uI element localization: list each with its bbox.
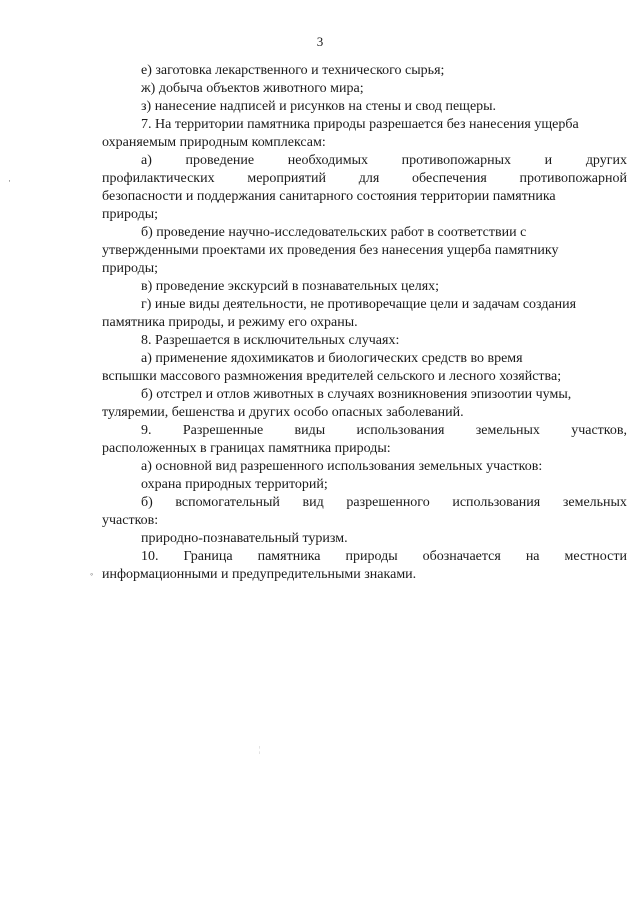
scan-speck: · xyxy=(8,176,11,186)
item-7g-line-1: г) иные виды деятельности, не противоречащие цели и задачам создания xyxy=(141,297,577,312)
paragraph-9-line-2: расположенных в границах памятника природы: xyxy=(102,441,391,456)
item-7b-line-3: природы; xyxy=(102,261,158,276)
item-9b-value: природно-познавательный туризм. xyxy=(141,531,348,546)
item-8b-line-1: б) отстрел и отлов животных в случаях возникновения эпизоотии чумы, xyxy=(141,387,572,402)
item-9b-line-1: б) вспомогательный вид разрешенного использования земельных xyxy=(141,495,627,510)
scan-speck: ◦ xyxy=(90,569,94,579)
item-7g-line-2: памятника природы, и режиму его охраны. xyxy=(102,315,358,330)
item-9a: а) основной вид разрешенного использования земельных участков: xyxy=(141,459,543,474)
paragraph-7-line-1: 7. На территории памятника природы разрешается без нанесения ущерба xyxy=(141,117,579,132)
item-7a-line-1: а) проведение необходимых противопожарных и других xyxy=(141,153,627,168)
item-e: е) заготовка лекарственного и технического сырья; xyxy=(141,63,445,78)
item-7a-line-3: безопасности и поддержания санитарного состояния территории памятника xyxy=(102,189,556,204)
item-8a-line-1: а) применение ядохимикатов и биологических средств во время xyxy=(141,351,523,366)
paragraph-7-line-2: охраняемым природным комплексам: xyxy=(102,135,326,150)
item-8a-line-2: вспышки массового размножения вредителей сельского и лесного хозяйства; xyxy=(102,369,562,384)
paragraph-8: 8. Разрешается в исключительных случаях: xyxy=(141,333,400,348)
paragraph-10-line-1: 10. Граница памятника природы обозначается на местности xyxy=(141,549,627,564)
item-7a-line-4: природы; xyxy=(102,207,158,222)
item-9b-line-2: участков: xyxy=(102,513,159,528)
item-z: з) нанесение надписей и рисунков на стены и свод пещеры. xyxy=(141,99,497,114)
paragraph-10-line-2: информационными и предупредительными знаками. xyxy=(102,567,417,582)
page-number: 3 xyxy=(316,34,324,49)
item-7b-line-1: б) проведение научно-исследовательских работ в соответствии с xyxy=(141,225,527,240)
item-7a-line-2: профилактических мероприятий для обеспечения противопожарной xyxy=(102,171,627,186)
item-7b-line-2: утвержденными проектами их проведения без нанесения ущерба памятнику xyxy=(102,243,559,258)
item-zh: ж) добыча объектов животного мира; xyxy=(141,81,364,96)
item-7v: в) проведение экскурсий в познавательных целях; xyxy=(141,279,440,294)
item-8b-line-2: туляремии, бешенства и других особо опасных заболеваний. xyxy=(102,405,464,420)
item-9a-value: охрана природных территорий; xyxy=(141,477,328,492)
scan-artifact: ¦ xyxy=(259,745,261,754)
paragraph-9-line-1: 9. Разрешенные виды использования земельных участков, xyxy=(141,423,627,438)
